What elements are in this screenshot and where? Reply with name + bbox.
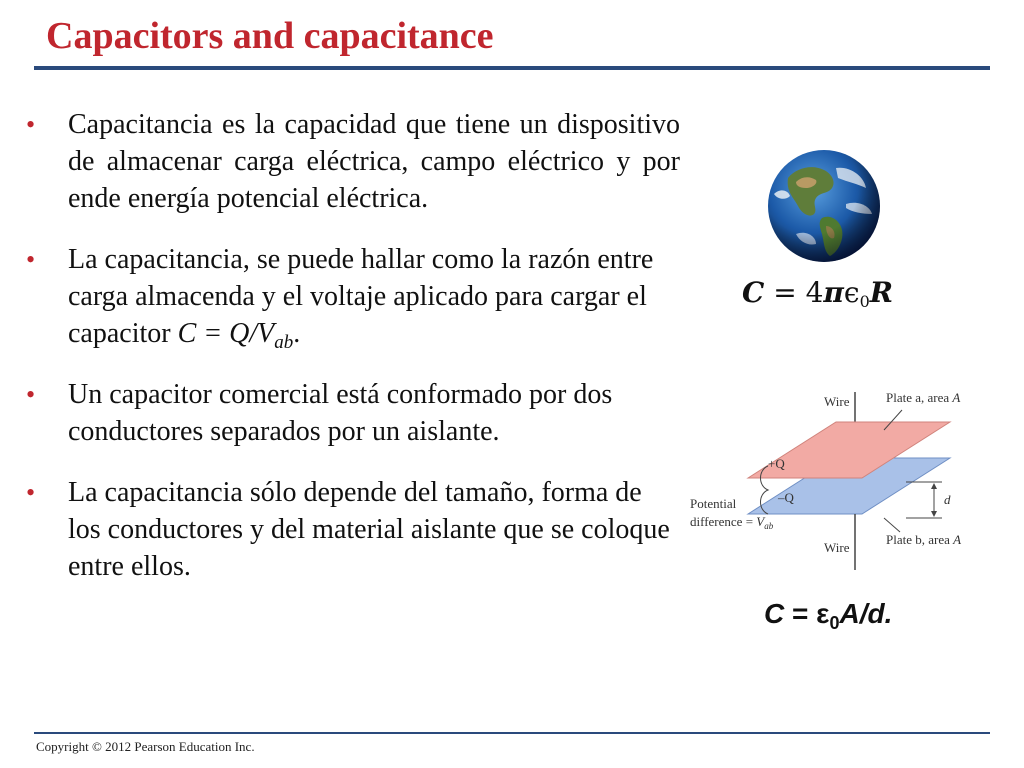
formula-equals: =: [764, 276, 806, 309]
formula-lhs: C: [742, 276, 765, 309]
footer-divider: [34, 732, 990, 734]
d-arrow-up: [931, 483, 937, 489]
formula-radius: R: [869, 276, 894, 309]
plate-capacitance-formula: [764, 598, 893, 633]
bullet-marker: •: [26, 478, 36, 507]
formula-pi: π: [823, 276, 844, 309]
bullet-item: [22, 376, 680, 450]
wire-top-label: Wire: [824, 394, 850, 409]
d-label: d: [944, 492, 951, 507]
plate-b-leader: [884, 518, 900, 532]
potential-label-line2: difference = $V_{ab}$: [690, 514, 774, 531]
earth-globe-icon: [766, 148, 882, 264]
capacitance-equation: [177, 318, 294, 353]
minus-q-label: –Q: [778, 490, 794, 505]
bullet-list: [22, 106, 680, 609]
bullet-item: [22, 106, 680, 217]
formula-lhs: C: [764, 598, 785, 629]
bullet-marker: •: [26, 380, 36, 409]
parallel-plate-capacitor-diagram: [688, 382, 988, 576]
d-arrow-down: [931, 511, 937, 517]
bullet-item: [22, 474, 680, 585]
formula-rhs: A/d.: [839, 598, 893, 629]
bullet-text: Capacitancia es la capacidad que tiene un dispositivo de almacenar carga eléctrica, campo eléctrico y por ende energía potencial eléctrica.: [68, 109, 680, 214]
potential-label-line1: Potential: [690, 496, 737, 511]
bullet-text: La capacitancia, se puede hallar como la razón entre carga almacenda y el voltaje aplicado para cargar el capacitor: [68, 244, 654, 349]
slide-title: Capacitors and capacitance: [46, 15, 494, 57]
formula-epsilon-subscript: 0: [859, 292, 870, 311]
plate-a-label: Plate a, area A: [886, 390, 961, 405]
bullet-text: La capacitancia sólo depende del tamaño, forma de los conductores y del material aislante que se coloque entre ellos.: [68, 477, 670, 582]
formula-epsilon-subscript: 0: [829, 613, 840, 633]
equation-text: C = Q/V: [177, 318, 275, 349]
equation-subscript: ab: [274, 332, 294, 353]
bullet-text: Un capacitor comercial está conformado por dos conductores separados por un aislante.: [68, 379, 613, 447]
bullet-marker: •: [26, 245, 36, 274]
bullet-marker: •: [26, 110, 36, 139]
bullet-item: [22, 241, 680, 352]
plus-q-label: +Q: [768, 456, 785, 471]
equation-period: .: [293, 318, 301, 349]
title-divider: [34, 66, 990, 70]
formula-epsilon: ϵ: [843, 276, 860, 309]
copyright-notice: Copyright © 2012 Pearson Education Inc.: [36, 739, 255, 754]
formula-equals: =: [784, 598, 817, 629]
formula-coefficient: 4: [805, 276, 824, 309]
wire-bottom-label: Wire: [824, 540, 850, 555]
plate-b-label: Plate b, area A: [886, 532, 962, 547]
formula-epsilon: ε: [816, 598, 830, 629]
sphere-capacitance-formula: [742, 276, 893, 309]
